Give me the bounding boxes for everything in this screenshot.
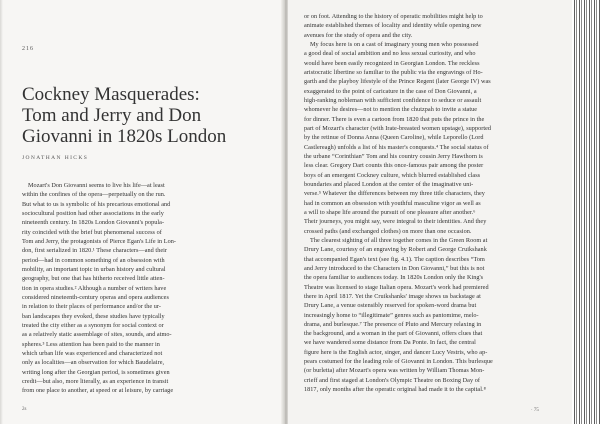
- text-line: for dinner. There is even a cartoon from 1820 that puts the prince in the: [304, 115, 485, 123]
- text-line: mobility, an important topic in urban history and cultural: [22, 265, 166, 273]
- text-line: Their journeys, you might say, were integral to their identities. And they: [304, 218, 487, 226]
- text-line: the urbane “Corinthian” Tom and his country cousin Jerry Hawthorn is: [304, 152, 483, 160]
- chapter-title: [22, 84, 272, 147]
- text-line: Drury Lane, courtesy of an engraving by Robert and George Cruikshank: [304, 246, 487, 254]
- text-line: and Jerry introduced to the Characters in Don Giovanni,” but this is not: [304, 264, 485, 272]
- text-line: garth and the playboy lifestyle of the Prince Regent (later George IV) was: [304, 78, 491, 86]
- text-line: crossed paths (and exchanged clothes) on more than one occasion.: [304, 227, 472, 235]
- text-line: Mozart's Don Giovanni seems to live his life—at least: [28, 182, 165, 189]
- text-line: geography, but one that has hitherto received little atten-: [22, 275, 165, 283]
- right-body-text: [304, 12, 562, 394]
- text-line: animate established themes of locality and identity while opening new: [304, 22, 482, 30]
- text-line: rity coincided with the brief but phenomenal success of: [22, 228, 162, 236]
- text-line: My focus here is on a cast of imaginary young men who possessed: [310, 40, 479, 48]
- text-line: But what to us is symbolic of his precarious emotional and: [22, 200, 171, 208]
- text-line: in relation to their places of performance and/or the ur-: [22, 303, 161, 311]
- text-line: exaggerated to the point of caricature in the case of Don Giovanni, a: [304, 87, 477, 95]
- text-line: from one place to another, at speed or at leisure, by carriage: [22, 387, 174, 395]
- text-line: which urban life was experienced and characterized not: [22, 349, 163, 357]
- text-line: within the confines of the opera—perpetually on the run.: [22, 191, 166, 199]
- text-line: considered nineteenth-century operas and opera audiences: [22, 293, 169, 301]
- text-line: a good deal of social ambition and no less sexual curiosity, and who: [304, 50, 476, 58]
- text-line: nineteenth century. In 1820s London Giovanni's popula-: [22, 219, 165, 227]
- left-page: [0, 0, 286, 424]
- page-edge-stack: [572, 0, 600, 424]
- text-line: whomever he desires—not to mention the chutzpah to invite a statue: [304, 106, 478, 114]
- text-line: by the retinue of Donna Anna (Queen Caroline), while Leporello (Lord: [304, 134, 484, 142]
- text-line: part of Mozart's character (with Irate-breasted women upstage), supported: [304, 124, 492, 132]
- text-line: Theatre was licensed to stage Italian opera. Mozart's work had premiered: [304, 283, 489, 291]
- text-line: Castlereagh) unfolds a list of his master's conquests.⁴ The social status of: [304, 143, 489, 151]
- text-line: would have been easily recognized in Georgian London. The reckless: [304, 59, 480, 67]
- text-line: don, first serialized in 1820.¹ These characters—and their: [22, 247, 168, 255]
- text-line: that accompanied Egan's text (see fig. 4.1). The caption describes “Tom: [304, 255, 485, 263]
- text-line: period—had in common something of an obsession with: [22, 256, 165, 264]
- text-line: high-ranking nobleman with sufficient confidence to seduce or assault: [304, 96, 482, 104]
- text-line: the opera familiar to audiences today. In 1820s London only the King's: [304, 274, 484, 282]
- title-line: Giovanni in 1820s London: [22, 126, 227, 147]
- page-number-right: · 75: [531, 408, 539, 413]
- text-line: there in April 1817. Yet the Cruikshanks' image shows us backstage at: [304, 292, 481, 300]
- text-line: crieff and first staged at London's Olympic Theatre on Boxing Day of: [304, 376, 480, 384]
- text-line: Tom and Jerry, the protagonists of Pierce Egan's Life in Lon-: [22, 237, 177, 245]
- text-line: less clear. Gregory Dart counts this once-famous pair among the poster: [304, 162, 484, 170]
- text-line: 1817, only months after the operatic original had made it to the capital.⁸: [304, 386, 486, 394]
- page-number-left: 2s: [22, 407, 27, 412]
- text-line: increasingly home to “illegitimate” genres such as pantomime, melo-: [304, 311, 479, 319]
- text-line: avenues for the study of opera and the city.: [304, 31, 413, 39]
- text-line: writing long after the Georgian period, is sometimes given: [22, 368, 170, 376]
- text-line: (or burletta) after Mozart's opera was written by William Thomas Mon-: [304, 367, 485, 375]
- text-line: only as localities—an observation for which Baudelaire,: [22, 359, 165, 367]
- text-line: sociocultural position had other associations in the early: [22, 209, 164, 217]
- text-line: figure here is the English actor, singer, and dancer Lucy Vestris, who ap-: [304, 348, 488, 356]
- text-line: aristocratic libertine so familiar to the public via the engravings of Ho-: [304, 68, 483, 76]
- text-line: ban landscapes they evoked, these studies have typically: [22, 312, 165, 320]
- text-line: drama, and burlesque.⁷ The presence of Pluto and Mercury relaxing in: [304, 320, 482, 328]
- text-line: credit—but also, more literally, as an experience in transit: [22, 377, 169, 385]
- text-line: tion in opera studies.² Although a number of writers have: [22, 284, 167, 292]
- title-line: Cockney Masquerades:: [22, 84, 200, 105]
- text-line: we have wandered some distance from Da Ponte. In fact, the central: [304, 339, 476, 347]
- text-line: Drury Lane, a venue ostensibly reserved for spoken-word drama but: [304, 302, 477, 310]
- text-line: pears costumed for the leading role of Giovanni in London. This burlesque: [304, 358, 493, 366]
- page-edge-left: [0, 0, 3, 424]
- text-line: spheres.³ Less attention has been paid to the manner in: [22, 340, 160, 348]
- left-body-text: [22, 181, 270, 396]
- text-line: treated the city either as a synonym for social context or: [22, 321, 164, 329]
- text-line: had in common an obsession with youthful masculine vigor as well as: [304, 199, 481, 207]
- text-line: boundaries and placed London at the center of the imaginative uni-: [304, 180, 474, 188]
- text-line: or on foot. Attending to the history of operatic mobilities might help to: [304, 13, 483, 20]
- text-line: boys of an emergent Cockney culture, which blurred established class: [304, 171, 481, 179]
- title-line: Tom and Jerry and Don: [22, 105, 202, 126]
- text-line: the background, and a woman in the part of Giovanni, offers clues that: [304, 330, 483, 338]
- text-line: The clearest sighting of all three together comes in the Green Room at: [310, 236, 488, 244]
- text-line: verse.⁵ Whatever the differences between my three title characters, they: [304, 190, 485, 198]
- author-name: JONATHAN HICKS: [22, 155, 89, 161]
- running-head: 216: [22, 46, 34, 52]
- text-line: a will to shape life around the pursuit of one pleasure after another.⁶: [304, 208, 476, 216]
- text-line: as a relatively static assemblage of sites, sounds, and atmo-: [22, 331, 172, 339]
